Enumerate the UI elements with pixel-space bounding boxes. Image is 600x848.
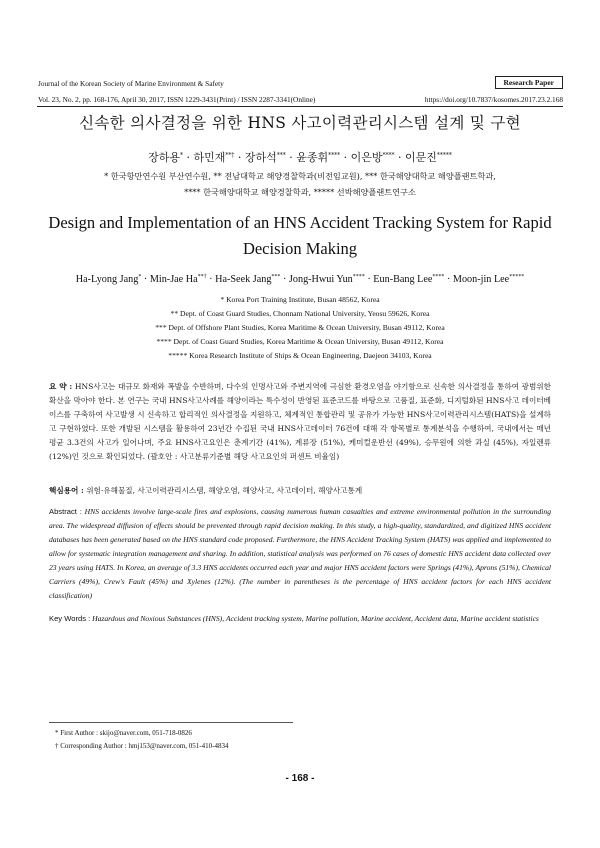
author: 윤종휘**** (296, 151, 341, 164)
author: 장하석*** (244, 151, 286, 164)
author: Jong-Hwui Yun**** (288, 274, 365, 285)
korean-keywords-label: 핵심용어 : (49, 486, 84, 495)
volume-info: Vol. 23, No. 2, pp. 168-176, April 30, 2017, ISSN 1229-3431(Print) / ISSN 2287-3341(Online) (38, 95, 316, 104)
english-affiliations (0, 293, 600, 363)
korean-keywords-text: 위험·유해물질, 사고이력관리시스템, 해양오염, 해양사고, 사고데이터, 해양사고통계 (86, 486, 363, 495)
affiliation: ***** Korea Research Institute of Ships & Ocean Engineering, Daejeon 34103, Korea (168, 351, 432, 360)
author: 이은방**** (350, 151, 395, 164)
english-abstract (49, 505, 551, 603)
korean-keywords (49, 485, 551, 496)
english-keywords-label: Key Words : (49, 614, 91, 623)
research-paper-badge: Research Paper (495, 76, 563, 89)
english-abstract-label: Abstract : (49, 507, 82, 516)
affiliation: *** Dept. of Offshore Plant Studies, Korea Maritime & Ocean University, Busan 49112, Korea (155, 323, 445, 332)
english-keywords (49, 612, 551, 626)
journal-name: Journal of the Korean Society of Marine Environment & Safety (38, 79, 224, 88)
korean-abstract-label: 요 약 : (49, 382, 73, 391)
header-rule (37, 106, 563, 107)
corresponding-author-footnote: † Corresponding Author : hmj153@naver.com, 051-410-4834 (55, 742, 229, 750)
doi-link[interactable]: https://doi.org/10.7837/kosomes.2017.23.2.168 (424, 95, 563, 104)
author: Ha-Seek Jang*** (215, 274, 281, 285)
korean-title: 신속한 의사결정을 위한 HNS 사고이력관리시스템 설계 및 구현 (79, 114, 521, 132)
english-keywords-text: Hazardous and Noxious Substances (HNS), Accident tracking system, Marine pollution, Marine accident, Accident data, Marine accident statistics (92, 614, 539, 623)
affiliation: **** Dept. of Coast Guard Studies, Korea Maritime & Ocean University, Busan 49112, Korea (156, 337, 444, 346)
affiliation: * Korea Port Training Institute, Busan 48562, Korea (220, 295, 380, 304)
korean-affiliation-line: **** 한국해양대학교 해양경찰학과, ***** 선박해양플랜트연구소 (184, 187, 416, 197)
english-title-line: Design and Implementation of an HNS Accident Tracking System for Rapid (48, 213, 552, 232)
page-number: - 168 - (285, 773, 315, 784)
korean-abstract-text: HNS사고는 대규모 화재와 폭발을 수반하며, 다수의 인명사고와 주변지역에 극심한 환경오염을 야기함으로 신속한 의사결정을 통하여 광범위한 확산을 막아야 한다. 본 연구는 국내 HNS사고사례를 해양이라는 특수성이 반영된 표준코드를 바탕으로 고품질, 표준화, 디지털화된 HNS사고 데이터베이스를 구축하여 사고발생 시 신속하고 합리적인 의사결정을 지원하고, 체계적인 통합관리 및 공유가 가능한 HNS사고이력관리시스템(HATS)을 설계하고 구현하였다. 또한 개발된 시스템을 활용하여 23년간 수집된 국내 HNS사고데이터 76건에 대해 각 항목별로 통계분석을 수행하여, 국내에서는 매년 평균 3.3건의 사고가 일어나며, 주요 HNS사고요인은 춘계기간 (41%), 계류장 (51%), 케미컬운반선 (49%), 승무원에 의한 과실 (45%), 자일렌류 (12%)인 것으로 확인되었다. (괄호안 : 사고분류기준별 해당 사고요인의 퍼센트 비율임) (49, 382, 551, 461)
author: 이문진***** (405, 151, 452, 164)
english-authors: Ha-Lyong Jang* · Min-Jae Ha**† · Ha-Seek Jang*** · Jong-Hwui Yun**** · Eun-Bang Lee**** · Moon-jin Lee***** (75, 274, 525, 285)
first-author-footnote: * First Author : skijo@naver.com, 051-718-0826 (55, 729, 192, 737)
english-title (0, 210, 600, 262)
footnote-rule (49, 722, 293, 723)
korean-affiliations (0, 168, 600, 200)
english-title-line: Decision Making (242, 239, 358, 258)
korean-authors: 장하용* · 하민재**† · 장하석*** · 윤종휘**** · 이은방**** · 이문진***** (148, 151, 452, 164)
author: Eun-Bang Lee**** (373, 274, 445, 285)
author: 하민재**† (193, 151, 235, 164)
affiliation: ** Dept. of Coast Guard Studies, Chonnam National University, Yeosu 59626, Korea (170, 309, 430, 318)
author: Moon-jin Lee***** (452, 274, 525, 285)
korean-affiliation-line: * 한국항만연수원 부산연수원, ** 전남대학교 해양경찰학과(비전임교원), *** 한국해양대학교 해양플랜트학과, (104, 171, 496, 181)
author: Min-Jae Ha**† (149, 274, 207, 285)
author: 장하용* (148, 151, 183, 164)
english-abstract-text: HNS accidents involve large-scale fires and explosions, causing numerous human casualties and extreme environmental pollution in the surrounding area. The widespread diffusion of effects should be prevented through rapid decision making. In this study, a high-quality, standardized, and digitized HNS accident databases has been generated based on the HNS standard code proposed. Furthermore, the HNS Accident Tracking System (HATS) was applied and implemented to allow for systematic integration management and sharing. In addition, statistical analysis was performed on 76 cases of domestic HNS accident data collected over 23 years using HATS. In Korea, an average of 3.3 HNS accidents occurred each year and major HNS accident factors were Springs (41%), Aprons (51%), Chemical Carriers (49%), Crew's Fault (45%) and Xylenes (12%). (The number in parentheses is the percentage of HNS accident factors for each HNS accident classification) (49, 507, 551, 600)
author: Ha-Lyong Jang* (75, 274, 142, 285)
korean-abstract (49, 380, 551, 464)
